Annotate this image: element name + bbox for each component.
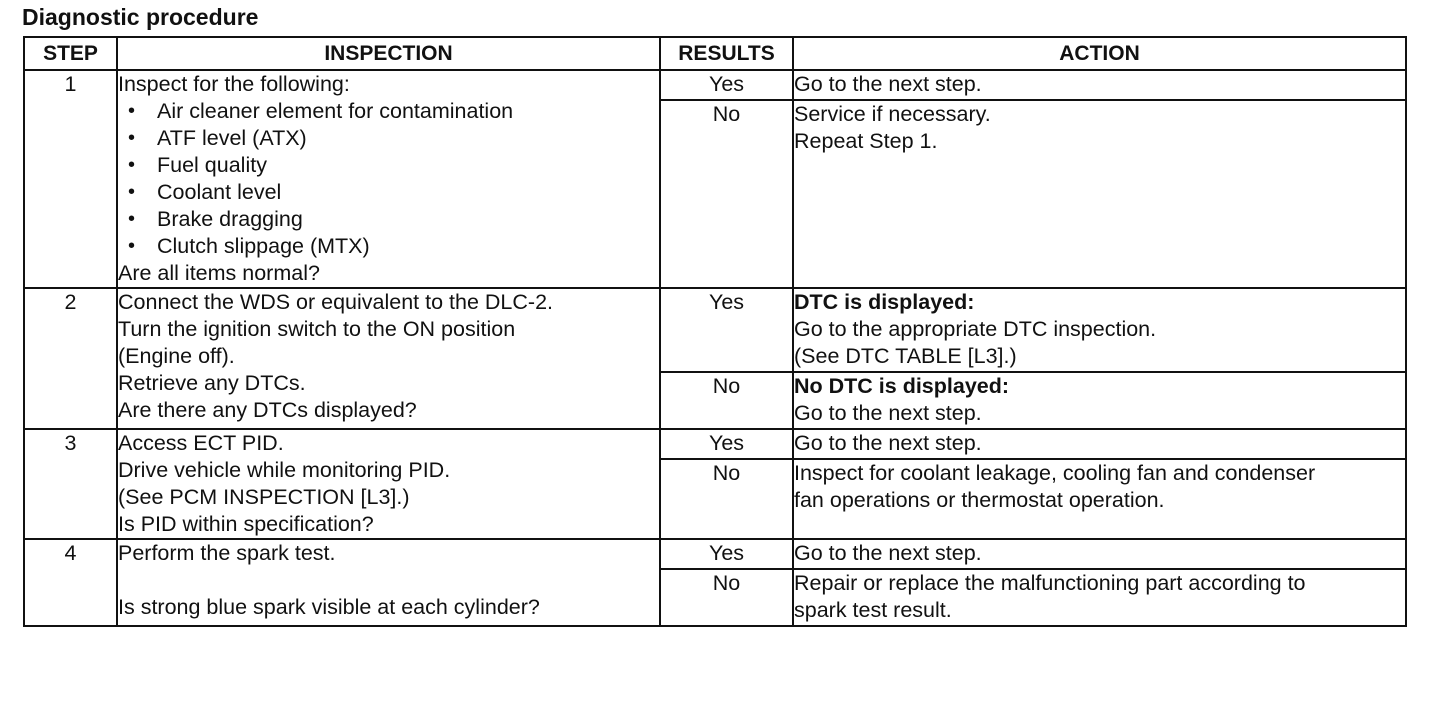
step-number: 2 bbox=[24, 288, 117, 429]
header-inspection: INSPECTION bbox=[117, 37, 660, 70]
action-text: (See DTC TABLE [L3].) bbox=[794, 344, 1017, 368]
document-title: Diagnostic procedure bbox=[22, 4, 259, 30]
action-text: Go to the appropriate DTC inspection. bbox=[794, 317, 1157, 341]
header-step: STEP bbox=[24, 37, 117, 70]
action-text: Go to the next step. bbox=[794, 541, 982, 565]
action-text: fan operations or thermostat operation. bbox=[794, 488, 1165, 513]
result-no: No bbox=[660, 372, 793, 429]
action-text: spark test result. bbox=[794, 598, 952, 622]
result-yes: Yes bbox=[660, 429, 793, 459]
header-action: ACTION bbox=[793, 37, 1406, 70]
inspection-text: (See PCM INSPECTION [L3].) bbox=[118, 485, 410, 509]
result-no: No bbox=[660, 100, 793, 288]
action-cell bbox=[793, 70, 1406, 100]
list-item: • Air cleaner element for contamination bbox=[118, 98, 659, 125]
action-cell bbox=[793, 569, 1406, 626]
action-cell bbox=[793, 372, 1406, 429]
action-cell bbox=[793, 288, 1406, 372]
inspection-text: Retrieve any DTCs. bbox=[118, 371, 306, 395]
inspection-cell bbox=[117, 429, 660, 539]
inspection-text: Connect the WDS or equivalent to the DLC-2. bbox=[118, 290, 553, 314]
inspection-text: Turn the ignition switch to the ON position bbox=[118, 317, 516, 341]
inspection-checklist bbox=[118, 98, 659, 260]
list-item: • Brake dragging bbox=[118, 206, 659, 233]
inspection-cell bbox=[117, 288, 660, 429]
list-item: • Coolant level bbox=[118, 179, 659, 206]
table-row bbox=[24, 539, 1406, 569]
step-number: 1 bbox=[24, 70, 117, 288]
inspection-text: Are there any DTCs displayed? bbox=[118, 398, 417, 422]
inspection-text: (Engine off). bbox=[118, 344, 235, 368]
list-item: • ATF level (ATX) bbox=[118, 125, 659, 152]
table-row bbox=[24, 70, 1406, 100]
inspection-text: Inspect for the following: bbox=[118, 72, 350, 96]
action-text: Inspect for coolant leakage, cooling fan and condenser bbox=[794, 461, 1316, 486]
header-results: RESULTS bbox=[660, 37, 793, 70]
inspection-cell bbox=[117, 539, 660, 626]
inspection-text: Are all items normal? bbox=[118, 261, 320, 285]
result-yes: Yes bbox=[660, 288, 793, 372]
action-text: Go to the next step. bbox=[794, 401, 982, 425]
step-number: 4 bbox=[24, 539, 117, 626]
action-text: Repeat Step 1. bbox=[794, 129, 938, 154]
step-number: 3 bbox=[24, 429, 117, 539]
action-text: Go to the next step. bbox=[794, 431, 982, 455]
action-cell bbox=[793, 429, 1406, 459]
action-text: Repair or replace the malfunctioning part according to bbox=[794, 571, 1306, 595]
action-cell bbox=[793, 100, 1406, 288]
table-row bbox=[24, 429, 1406, 459]
inspection-text: Is strong blue spark visible at each cylinder? bbox=[118, 595, 540, 619]
action-text: Go to the next step. bbox=[794, 72, 982, 96]
spacer bbox=[118, 567, 659, 594]
action-cell bbox=[793, 459, 1406, 539]
list-item: • Clutch slippage (MTX) bbox=[118, 233, 659, 260]
result-no: No bbox=[660, 459, 793, 539]
action-text: Service if necessary. bbox=[794, 102, 991, 127]
header-row bbox=[24, 37, 1406, 70]
result-no: No bbox=[660, 569, 793, 626]
diagnostic-table bbox=[23, 36, 1407, 627]
inspection-text: Is PID within specification? bbox=[118, 512, 374, 536]
table-row bbox=[24, 288, 1406, 372]
result-yes: Yes bbox=[660, 70, 793, 100]
inspection-text: Perform the spark test. bbox=[118, 541, 336, 565]
inspection-cell bbox=[117, 70, 660, 288]
inspection-text: Access ECT PID. bbox=[118, 431, 284, 455]
action-cell bbox=[793, 539, 1406, 569]
result-yes: Yes bbox=[660, 539, 793, 569]
action-heading: DTC is displayed: bbox=[794, 290, 975, 314]
inspection-text: Drive vehicle while monitoring PID. bbox=[118, 458, 451, 482]
list-item: • Fuel quality bbox=[118, 152, 659, 179]
action-heading: No DTC is displayed: bbox=[794, 374, 1010, 398]
